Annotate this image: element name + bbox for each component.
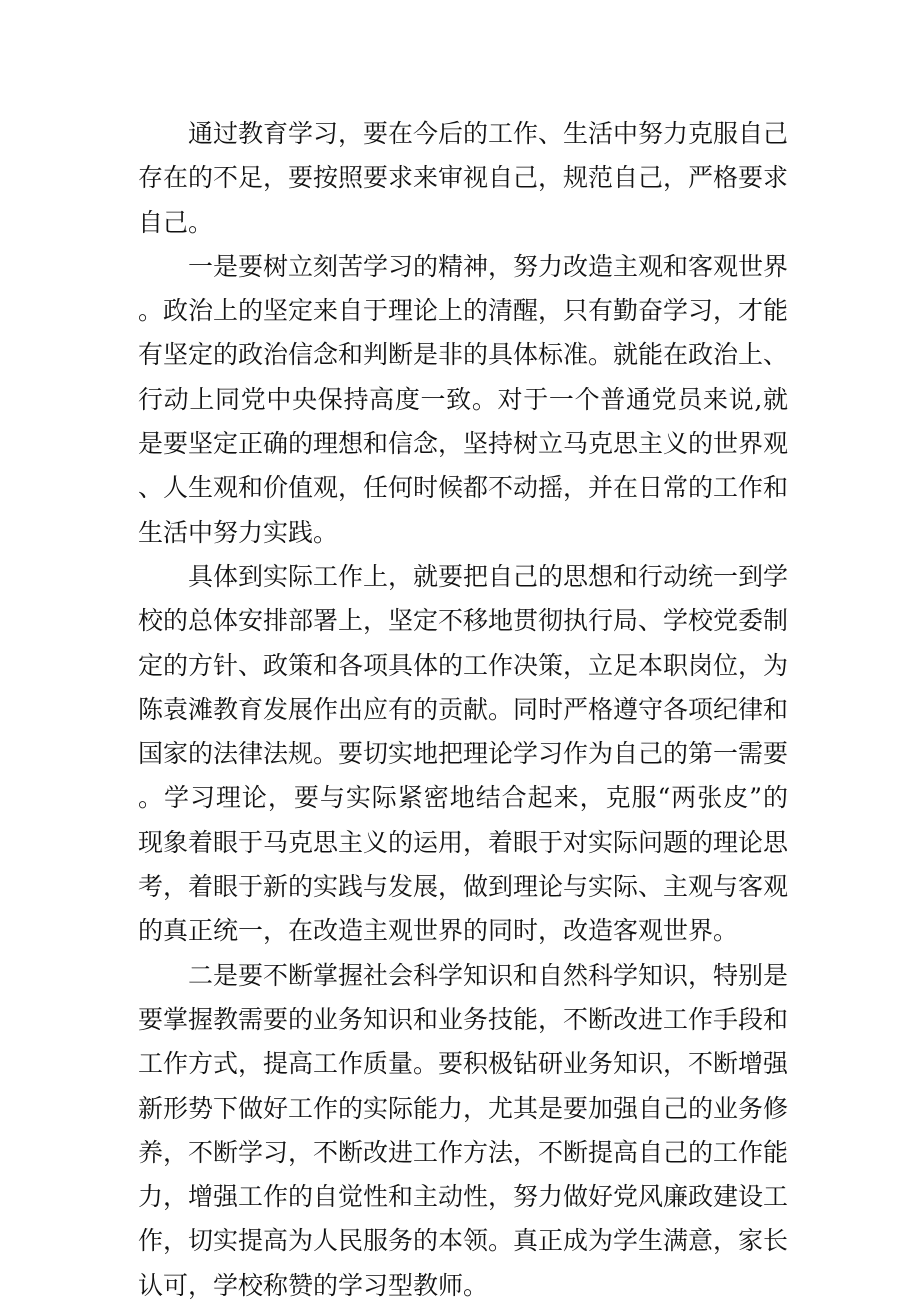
paragraph-practical-work: 具体到实际工作上，就要把自己的思想和行动统一到学校的总体安排部署上，坚定不移地贯彻执行局、学校党委制定的方针、政策和各项具体的工作决策，立足本职岗位，为陈袁滩教育发展作出应有的贡献。同时严格遵守各项纪律和国家的法律法规。要切实地把理论学习作为自己的第一需要。学习理论，要与实际紧密地结合起来，克服“两张皮”的现象着眼于马克思主义的运用，着眼于对实际问题的理论思考，着眼于新的实践与发展，做到理论与实际、主观与客观的真正统一，在改造主观世界的同时，改造客观世界。 [138,561,789,946]
paragraph-point-two: 二是要不断掌握社会科学知识和自然科学知识，特别是要掌握教需要的业务知识和业务技能，不断改进工作手段和工作方式，提高工作质量。要积极钻研业务知识，不断增强新形势下做好工作的实际能力，尤其是要加强自己的业务修养，不断学习，不断改进工作方法，不断提高自己的工作能力，增强工作的自觉性和主动性，努力做好党风廉政建设工作，切实提高为人民服务的本领。真正成为学生满意，家长认可，学校称赞的学习型教师。 [138,960,789,1300]
paragraph-point-one: 一是要树立刻苦学习的精神，努力改造主观和客观世界。政治上的坚定来自于理论上的清醒，只有勤奋学习，才能有坚定的政治信念和判断是非的具体标准。就能在政治上、行动上同党中央保持高度一致。对于一个普通党员来说,就是要坚定正确的理想和信念，坚持树立马克思主义的世界观、人生观和价值观，任何时候都不动摇，并在日常的工作和生活中努力实践。 [138,251,789,547]
paragraph-intro: 通过教育学习，要在今后的工作、生活中努力克服自己存在的不足，要按照要求来审视自己，规范自己，严格要求自己。 [138,119,789,237]
document-body [138,112,788,1308]
